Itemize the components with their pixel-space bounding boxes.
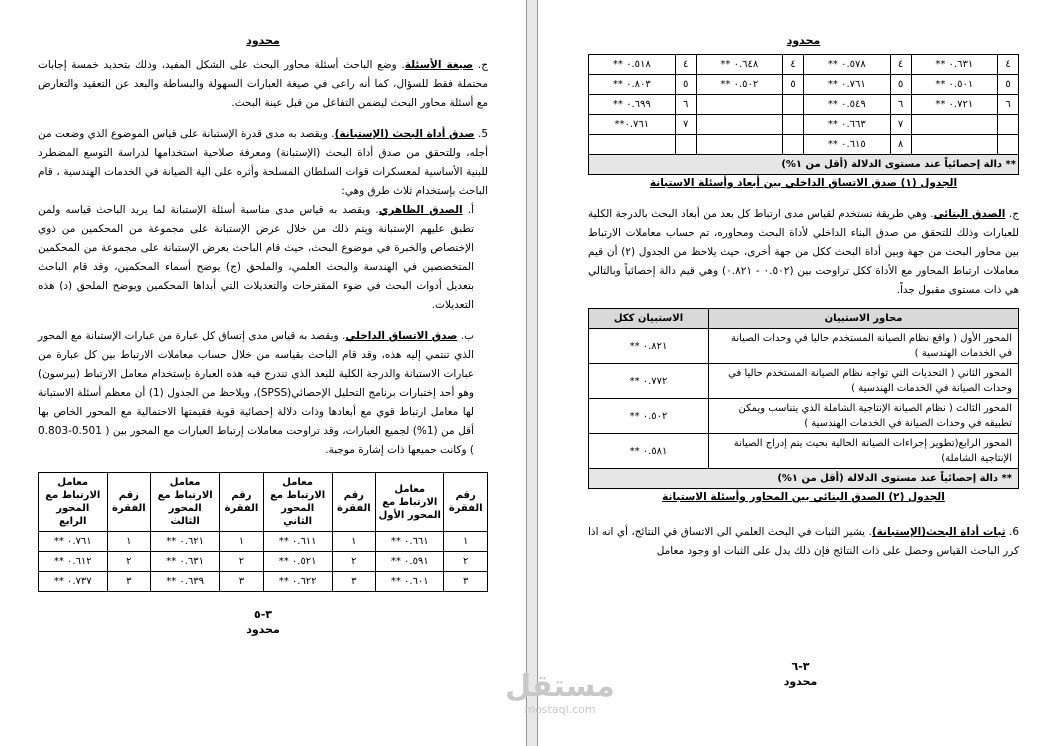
header-classification: محدود [786,34,821,47]
table-header-cell: رقم الفقرة [332,473,376,532]
table-cell: ٣ [444,572,488,592]
page-right [537,0,1063,746]
paragraph-construct-validity [588,205,1019,300]
table-header-cell: معامل الارتباط مع المحور الثاني [263,473,332,532]
table-cell: ٦ [675,95,696,115]
table-cell [696,135,783,155]
table-cell: ٠.٥٤٩ ** [804,95,891,115]
table-cell [911,135,998,155]
table-row [589,434,1019,469]
table-cell: ٢ [220,552,264,572]
table-caption: الجدول (١) صدق الاتساق الداخلي بين أبعاد وأسئلة الاستبانة [649,177,958,189]
paragraph-text: . ويقصد به قياس مدى مناسبة أسئلة الإستبانة لما يريد الباحث قياسه ولمن تطبق عليهم الإستبانة ويتم ذلك من خلال عرض الإستبانة على مجموعة من المحكمين من ذوي الإختصاص والخبرة في موضوع البحث، حيث قام الباحث بعرض الإستبانة على مجموعة من المحكمين المتخصصين في الهندسة والبحث العلمي، والملحق (ج) يوضح أسماء المحكمين، وقد قام الباحث بتعديل أدوات البحث في ضوء المقترحات والتعديلات التي أبداها المحكمين ويوضح الملحق (د) هذه التعديلات. [38,204,474,311]
paragraph-lead: ج. [473,59,488,71]
table-cell: ١ [444,532,488,552]
table-cell: ٠.٧٦١ ** [39,532,108,552]
paragraph-lead: ب. [457,330,475,342]
watermark-logo [505,670,615,716]
table-cell: ٢ [107,552,151,572]
table-cell: ٠.٧٦١** [589,115,676,135]
section-heading: الصدق البنائي [933,208,1006,220]
correlation-table-part1 [38,472,488,592]
paragraph-lead: أ. [462,204,474,216]
table-cell: ٠.٥٩١ ** [376,552,444,572]
table-cell [589,135,676,155]
table-header-cell: رقم الفقرة [220,473,264,532]
table-cell [783,95,804,115]
table-header-row [589,309,1019,329]
table-cell: ٤ [675,55,696,75]
paragraph-text: . يشير الثبات في البحث العلمي الى الاتساق في النتائج، أي انه اذا كرر الباحث القياس وحصل على ذات النتائج فإن ذلك يدل على الثبات او وجود معامل [588,526,1019,557]
table-cell: ٠.٧٦١ ** [804,75,891,95]
paragraph-text: . وضع الباحث أسئلة محاور البحث على الشكل المفيد، وذلك بتحديد خمسة إجابات محتملة فقط للسؤال، كما أنه راعى في صيغة العبارات السهولة والبساطة والبعد عن التعقيد والتعارض مع أسئلة محاور البحث ليضمن التفاعل من قبل عينة البحث. [38,59,488,109]
table-cell: ٠.٦٤٨ ** [696,55,783,75]
table-cell: ٣ [220,572,264,592]
table-cell: ١ [220,532,264,552]
table-cell: ١ [107,532,151,552]
construct-validity-table [588,308,1019,489]
table-row [589,95,1019,115]
table-cell: ٣ [332,572,376,592]
table-cell [696,115,783,135]
table-cell: ٢ [332,552,376,572]
watermark-url: mostaql.com [524,703,596,716]
table-cell: المحور الثاني ( التحديات التي تواجه نظام الصيانة المستخدم حاليا في وحدات الصيانة في الخدمات الهندسية ) [709,364,1019,399]
significance-note: ** دالة إحصائياً عند مستوى الدلالة (أقل من ١%) [589,469,1019,489]
table-row [39,572,488,592]
table-cell: ٦ [890,95,911,115]
table-cell [911,115,998,135]
table-header-cell: الاستبيان ككل [589,309,709,329]
paragraph-text: . ويقصد به قياس مدى إتساق كل عبارة من عبارات الإستبانة مع المحور الذي تنتمي إليه هذه، وقد قام الباحث بقياسه من خلال حساب معاملات الارتباط بين كل عبارة من عبارات الاستبانة والدرجة الكلية للبعد الذي تندرج فيه هذه العبارة بإستخدام معامل الارتباط (بيرسون) وهو أحد إختبارات برنامج التحليل الإحصائي(SPSS)، ويلاحظ من الجدول (1) أن معظم أسئلة الاستبانة لها معامل ارتباط قوي مع أبعادها وذات دلالة إحصائية قوية فقيمتها الاحتمالية مع المحور الخاص بها أقل من (1%) لجميع العبارات، وقد تراوحت معاملات إرتباط العبارات مع المحور بين ( 0.501-0.803 ) وكانت جميعها ذات إشارة موجبة. [38,330,475,456]
table-cell: ٠.٦٢١ ** [151,532,220,552]
table-cell: ٠.٨٠٣ ** [589,75,676,95]
section-heading: صدق الاتساق الداخلي [345,330,458,342]
table-cell: ٥ [783,75,804,95]
table-cell: ٥ [675,75,696,95]
table-cell [998,135,1019,155]
section-heading: صيغة الأسئلة [404,59,474,71]
table-row [39,552,488,572]
table-cell: ٤ [783,55,804,75]
paragraph-text: . وهي طريقة تستخدم لقياس مدى ارتباط كل بعد من أبعاد البحث بالدرجة الكلية للعبارات وذلك للتحقق من صدق البناء الداخلي لأداة البحث ومحاوره، تم حساب معاملات الارتباط بين محاور البحث من جهة وبين أداة البحث ككل من جهة أخرى، حيث يلاحظ من الجدول (٢) أن قيم معاملات ارتباط المحاور مع الأداة ككل تراوحت بين (٠.٥٠٢ - ٠.٨٢١) وهي قيم دالة إحصائياً وبالتالي هي ذات مستوى مقبول جداً. [588,208,1019,296]
table-caption: الجدول (٢) الصدق البنائي بين المحاور وأسئلة الاستبانة [662,491,945,503]
table-cell: ٥ [998,75,1019,95]
table-row [39,532,488,552]
paragraph-lead: 5. [474,128,488,140]
footer-classification: محدود [783,675,818,688]
table-cell: ٠.٥٢١ ** [263,552,332,572]
table-cell: ٠.٥٠٢ ** [696,75,783,95]
table-note-row [589,469,1019,489]
paragraph-tool-validity [38,125,488,201]
paragraph-face-validity [38,201,488,315]
table-row [589,75,1019,95]
table-cell: ٠.٦٦١ ** [376,532,444,552]
table-cell: ٨ [890,135,911,155]
table-cell: ٠.٧٣٧ ** [39,572,108,592]
table-cell: ٠.٨٢١ ** [589,329,709,364]
table-cell: ٠.٦٣١ ** [151,552,220,572]
correlation-table-part2 [588,54,1019,175]
paragraph-question-wording [38,56,488,113]
table-row [589,329,1019,364]
table-cell: ٤ [998,55,1019,75]
table-cell: المحور الأول ( واقع نظام الصيانة المستخدم حاليا في وحدات الصيانة في الخدمات الهندسية ) [709,329,1019,364]
table-cell [998,115,1019,135]
table-header-cell: معامل الارتباط مع المحور الثالث [151,473,220,532]
table-row [589,364,1019,399]
table-cell: ٤ [890,55,911,75]
table-cell: ٣ [107,572,151,592]
table-cell: ٦ [998,95,1019,115]
table-row [589,399,1019,434]
table-header-cell: رقم الفقرة [107,473,151,532]
table-cell: ٠.٦١٥ ** [804,135,891,155]
table-cell: ٠.٦١١ ** [263,532,332,552]
page-number: ٣-٦ [791,660,810,673]
table-row [589,55,1019,75]
header-classification: محدود [246,34,280,47]
table-cell: ٠.٧٢١ ** [911,95,998,115]
table-header-cell: رقم الفقرة [444,473,488,532]
table-cell: ٠.٦١٢ ** [39,552,108,572]
page-left [0,0,527,746]
table-cell: ٠.٥٠٢ ** [589,399,709,434]
table-row [589,115,1019,135]
table-cell [783,135,804,155]
table-note-row [589,155,1019,175]
footer-classification: محدود [246,623,280,636]
table-cell: ٠.٦٦٣ ** [804,115,891,135]
table-cell: ٧ [675,115,696,135]
section-heading: الصدق الظاهري [378,204,463,216]
table-header-cell: معامل الارتباط مع المحور الرابع [39,473,108,532]
table-cell: المحور الرابع(تطوير إجراءات الصيانة الحالية بحيث يتم إدراج الصيانة الإنتاجية الشاملة) [709,434,1019,469]
table-cell: ٠.٦٣١ ** [911,55,998,75]
section-heading: ثبات أداة البحث(الإستبانة) [871,526,1006,538]
table-cell: ٠.٦٩٩ ** [589,95,676,115]
table-cell: ٠.٧٧٢ ** [589,364,709,399]
table-cell: ٠.٥١٨ ** [589,55,676,75]
table-cell: ٧ [890,115,911,135]
table-cell [696,95,783,115]
table-cell [783,115,804,135]
section-heading: صدق أداة البحث (الإستبانة) [334,128,475,140]
paragraph-lead: ج. [1005,208,1019,220]
table-cell: ١ [332,532,376,552]
significance-note: ** دالة إحصائياً عند مستوى الدلالة (أقل من ١%) [589,155,1019,175]
table-cell: ٠.٦٠١ ** [376,572,444,592]
table-cell: ٠.٥٨١ ** [589,434,709,469]
table-cell: ٢ [444,552,488,572]
table-cell: ٥ [890,75,911,95]
table-cell: ٠.٥٠١ ** [911,75,998,95]
table-header-cell: محاور الاستبيان [709,309,1019,329]
table-cell: ٠.٦٢٢ ** [263,572,332,592]
paragraph-internal-consistency [38,327,488,460]
paragraph-lead: 6. [1005,526,1019,538]
table-header-cell: معامل الارتباط مع المحور الأول [376,473,444,532]
table-cell: المحور الثالث ( نظام الصيانة الإنتاجية الشاملة الذي يتناسب ويمكن تطبيقه في وحدات الصيانة في الخدمات الهندسية ) [709,399,1019,434]
paragraph-text: . ويقصد به مدى قدرة الإستبانة على قياس الموضوع الذي وضعت من أجله، وللتحقق من صدق أداة البحث (الإستبانة) ومعرفة صلاحية استخدامها لدراسة التوسع المضطرد للبنية الأساسية لمعسكرات قوات السلطان المسلحة وأثره على الية الصيانة في الخدمات الهندسية ، قام الباحث بإستخدام ثلاث طرق وهي: [38,128,488,197]
table-cell: ٠.٦٣٩ ** [151,572,220,592]
watermark-arabic: مستقل [505,669,615,704]
table-row [589,135,1019,155]
table-cell [675,135,696,155]
table-cell: ٠.٥٧٨ ** [804,55,891,75]
paragraph-reliability [588,523,1019,561]
page-number: ٣-٥ [253,608,272,621]
table-header-row [39,473,488,532]
